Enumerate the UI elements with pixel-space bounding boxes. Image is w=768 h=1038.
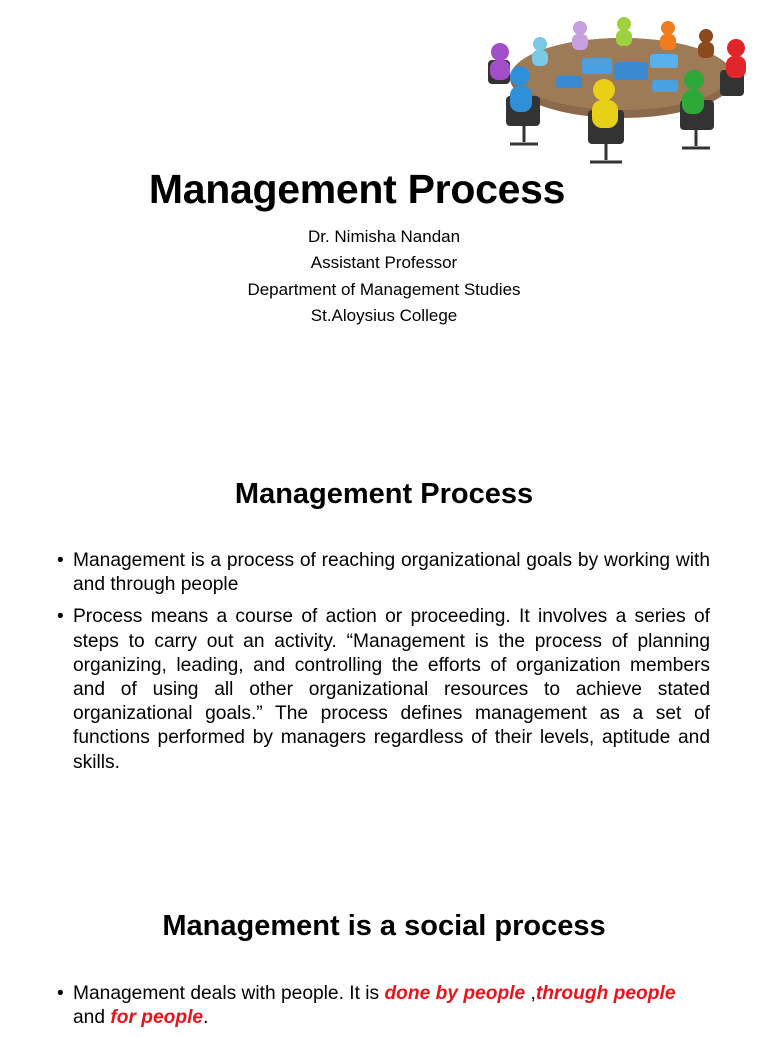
puzzle-piece: [650, 54, 678, 68]
meeting-figure-body: [616, 30, 632, 46]
bullet-list: [57, 549, 710, 783]
content-slide: [0, 440, 768, 860]
meeting-figure-body: [572, 34, 588, 50]
figure-purple: [491, 43, 509, 61]
puzzle-piece: [614, 62, 648, 80]
figure-red: [727, 39, 745, 57]
meeting-figure: [617, 17, 631, 31]
puzzle-piece: [556, 76, 582, 88]
puzzle-piece: [652, 80, 678, 92]
meeting-figure: [661, 21, 675, 35]
bullet-text: Management is a process of reaching organizational goals by working with and through people: [73, 550, 710, 596]
meeting-figure-body: [532, 50, 548, 66]
slide-title: Management Process: [148, 166, 566, 212]
author-college: St.Aloysius College: [310, 306, 458, 325]
bullet-marker: •: [57, 606, 64, 628]
figure-yellow: [593, 79, 615, 101]
emphasis-text: for people: [110, 1007, 204, 1029]
meeting-figure-body: [698, 42, 714, 58]
meeting-figure-body: [660, 34, 676, 50]
bullet-text: Process means a course of action or proceeding. It involves a series of steps to carry out an activity. “Management is the process of planning organizing, leading, and controlling the efforts of organization members and of using all other organizational resources to achieve stated organizational goals.” The process defines management as a set of functions performed by managers regardless of their levels, aptitude and skills.: [73, 606, 710, 773]
meeting-figure: [573, 21, 587, 35]
emphasis-text: through people: [535, 983, 676, 1004]
title-slide: [0, 0, 768, 420]
bullet-text: .: [203, 1007, 209, 1029]
bullet-marker: •: [57, 983, 64, 1004]
bullet-item: [57, 549, 710, 597]
content-slide: [0, 880, 768, 1029]
bullet-list: [57, 982, 710, 1038]
team-meeting-illustration: [484, 14, 760, 166]
meeting-figure: [699, 29, 713, 43]
bullet-text: and: [73, 1007, 111, 1029]
meeting-figure: [533, 37, 547, 51]
bullet-item: [57, 982, 710, 1030]
author-name: Dr. Nimisha Nandan: [307, 227, 461, 246]
emphasis-text: done by people: [384, 983, 526, 1004]
bullet-marker: •: [57, 550, 64, 571]
author-position: Assistant Professor: [310, 253, 458, 272]
slide-title: Management is a social process: [162, 910, 606, 942]
puzzle-piece: [582, 58, 612, 74]
bullet-item: [57, 605, 710, 774]
separator-text: ,: [525, 983, 536, 1004]
figure-blue: [510, 66, 530, 86]
figure-green: [684, 70, 704, 90]
slide-title: Management Process: [234, 478, 534, 510]
bullet-text: Management deals with people. It is: [73, 983, 385, 1004]
author-department: Department of Management Studies: [247, 280, 521, 299]
